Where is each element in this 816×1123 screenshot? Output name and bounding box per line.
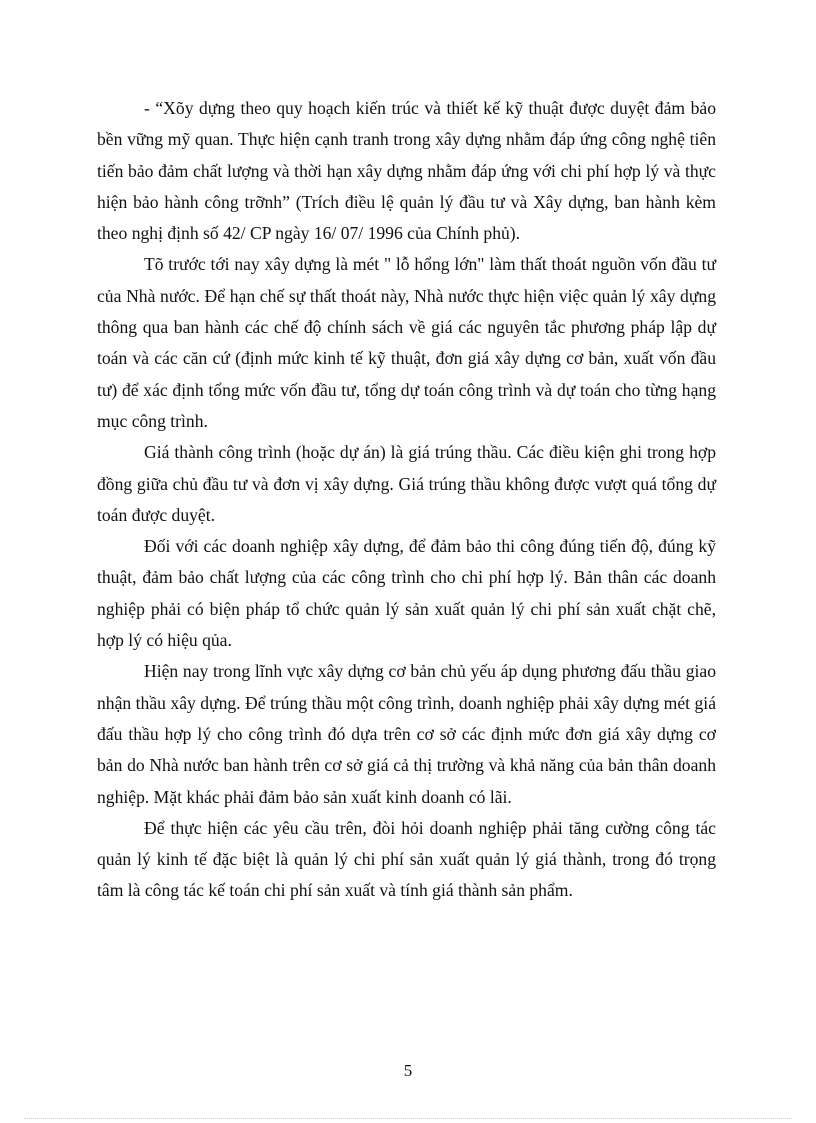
paragraph-5: Hiện nay trong lĩnh vực xây dựng cơ bản chủ yếu áp dụng phương đấu thầu giao nhận thầu xây dựng. Để trúng thầu một công trình, doanh nghiệp phải xây dựng mét giá đấu thầu hợp lý cho công trình đó dựa trên cơ sở các định mức đơn giá xây dựng cơ bản do Nhà nước ban hành trên cơ sở giá cả thị trường và khả năng của bản thân doanh nghiệp. Mặt khác phải đảm bảo sản xuất kinh doanh có lãi. [97, 661, 716, 807]
paragraph-1: - “Xõy dựng theo quy hoạch kiến trúc và thiết kế kỹ thuật được duyệt đảm bảo bền vững mỹ quan. Thực hiện cạnh tranh trong xây dựng nhằm đáp ứng công nghệ tiên tiến bảo đảm chất lượng và thời hạn xây dựng nhằm đáp ứng với chi phí hợp lý và thực hiện bảo hành công trỡnh” (Trích điều lệ quản lý đầu tư và Xây dựng, ban hành kèm theo nghị định số 42/ CP ngày 16/ 07/ 1996 của Chính phủ). [97, 98, 716, 244]
document-body [97, 93, 716, 907]
page-bottom-divider [24, 1118, 792, 1119]
page-number: 5 [403, 1061, 413, 1080]
paragraph-6: Để thực hiện các yêu cầu trên, đòi hỏi doanh nghiệp phải tăng cường công tác quản lý kinh tế đặc biệt là quản lý chi phí sản xuất quản lý giá thành, trong đó trọng tâm là công tác kế toán chi phí sản xuất và tính giá thành sản phẩm. [97, 817, 716, 901]
paragraph-4: Đối với các doanh nghiệp xây dựng, để đảm bảo thi công đúng tiến độ, đúng kỹ thuật, đảm bảo chất lượng của các công trình cho chi phí hợp lý. Bản thân các doanh nghiệp phải có biện pháp tổ chức quản lý sản xuất quản lý chi phí sản xuất chặt chẽ, hợp lý có hiệu qủa. [97, 536, 716, 651]
paragraph-3: Giá thành công trình (hoặc dự án) là giá trúng thầu. Các điều kiện ghi trong hợp đồng giữa chủ đầu tư và đơn vị xây dựng. Giá trúng thầu không được vượt quá tổng dự toán được duyệt. [97, 442, 716, 525]
paragraph-2: Tõ trước tới nay xây dựng là mét " lỗ hổng lớn" làm thất thoát nguồn vốn đầu tư của Nhà nước. Để hạn chế sự thất thoát này, Nhà nước thực hiện việc quản lý xây dựng thông qua ban hành các chế độ chính sách về giá các nguyên tắc phương pháp lập dự toán và các căn cứ (định mức kinh tế kỹ thuật, đơn giá xây dựng cơ bản, xuất vốn đầu tư) để xác định tổng mức vốn đầu tư, tổng dự toán công trình và dự toán cho từng hạng mục công trình. [97, 254, 716, 431]
